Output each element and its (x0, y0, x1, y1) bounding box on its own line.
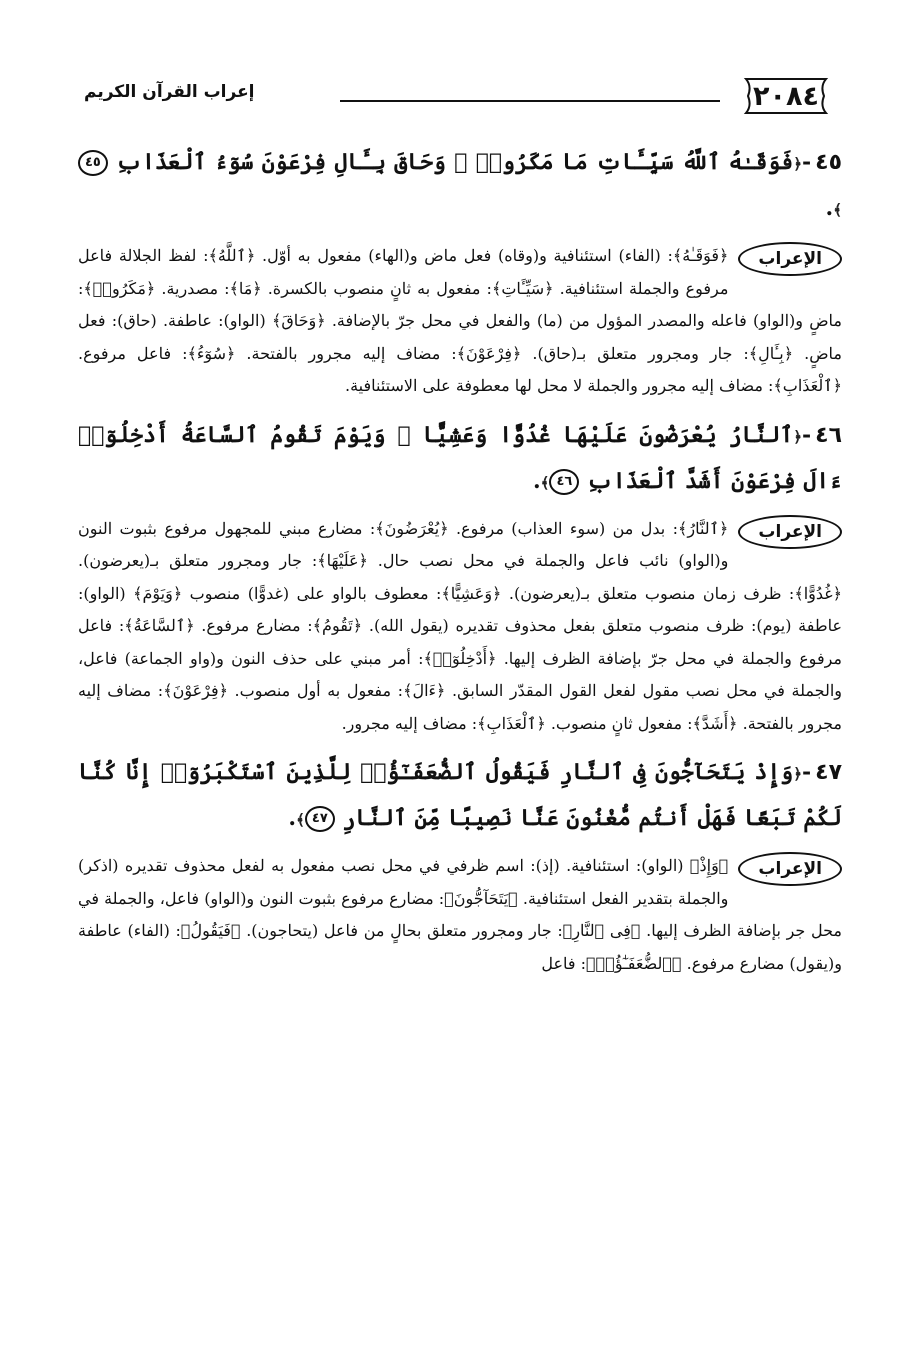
bracket-close-icon: ﴾ (296, 811, 305, 829)
bracket-open-icon: ﴿ (793, 427, 802, 446)
page-number-text: ٢٠٨٤ (753, 80, 819, 112)
bracket-open-icon: ﴿ (793, 765, 802, 783)
irab-label: الإعراب (738, 852, 842, 886)
page-number (736, 76, 836, 116)
irab-block-47 (78, 850, 842, 980)
irab-text: ﴿ٱلنَّارُ﴾: بدل من (سوء العذاب) مرفوع. ﴿يُعْرَضُونَ﴾: مضارع مبني للمجهول مرفوع بثبوت النون و(الواو) نائب فاعل والجملة في محل نصب حال. ﴿عَلَيْهَا﴾: جار ومجرور متعلق بـ(يعرضون). ﴿غُدُوًّا﴾: ظرف زمان منصوب متعلق بـ(يعرضون). ﴿وَعَشِيًّا﴾: معطوف بالواو على (غدوًّا) منصوب ﴿وَيَوْمَ﴾ (الواو): عاطفة (يوم): ظرف منصوب متعلق بفعل محذوف تقديره (يقول الله). ﴿تَقُومُ﴾: مضارع مرفوع. ﴿ٱلسَّاعَةُ﴾: فاعل مرفوع والجملة في محل جرّ بإضافة الظرف إليها. ﴿أَدْخِلُوٓا۟﴾: أمر مبني على حذف النون و(واو الجماعة) فاعل، والجملة في محل نصب مقول لفعل القول المقدّر السابق. ﴿ءَالَ﴾: مفعول به أول منصوب. ﴿فِرْعَوْنَ﴾: مضاف إليه مجرور بالفتحة. ﴿أَشَدَّ﴾: مفعول ثانٍ منصوب. ﴿ٱلْعَذَابِ﴾: مضاف إليه مجرور. (78, 518, 843, 733)
book-title: إعراب القرآن الكريم (84, 82, 255, 102)
verse-number: ٤٧ (815, 760, 842, 785)
verse-47: ٤٧-﴿وَإِذْ يَتَحَآجُّونَ فِى ٱلنَّارِ فَيَقُولُ ٱلضُّعَفَـٰٓؤُا۟ لِلَّذِينَ ٱسْتَكْبَرُوٓا۟ إِنَّا كُنَّا لَكُمْ تَبَعًا فَهَلْ أَنتُم مُّغْنُونَ عَنَّا نَصِيبًا مِّنَ ٱلنَّارِ ٤٧﴾. (78, 759, 842, 831)
irab-text: ﴿وَإِذْ﴾ (الواو): استئنافية. (إذ): اسم ظرفي في محل نصب مفعول به لفعل محذوف تقديره (اذكر) والجملة بتقدير الفعل استئنافية. ﴿يَتَحَآجُّونَ﴾: مضارع مرفوع بثبوت النون و(الواو) فاعل، والجملة في محل جر بإضافة الظرف إليها. ﴿فِى ٱلنَّارِ﴾: جار ومجرور متعلق بحالٍ من فاعل (يتحاجون). ﴿فَيَقُولُ﴾: (الفاء) عاطفة و(يقول) مضارع مرفوع. ﴿ٱلضُّعَفَـٰٓؤُا۟﴾: فاعل (78, 856, 842, 973)
irab-block-45 (78, 240, 842, 403)
ayah-marker: ٤٧ (305, 806, 335, 832)
verse-text: وَإِذْ يَتَحَآجُّونَ فِى ٱلنَّارِ فَيَقُولُ ٱلضُّعَفَـٰٓؤُا۟ لِلَّذِينَ ٱسْتَكْبَرُوٓا۟ إِنَّا كُنَّا لَكُمْ تَبَعًا فَهَلْ أَنتُم مُّغْنُونَ عَنَّا نَصِيبًا مِّنَ ٱلنَّارِ (78, 759, 842, 831)
irab-text: ﴿فَوَقَـٰهُ﴾: (الفاء) استئنافية و(وقاه) فعل ماض و(الهاء) مفعول به أوّل. ﴿ٱللَّهُ﴾: لفظ الجلالة فاعل مرفوع والجملة استئنافية. ﴿سَيِّـَٔاتِ﴾: مفعول به ثانٍ منصوب بالكسرة. ﴿مَا﴾: مصدرية. ﴿مَكَرُوا۟﴾: ماضٍ و(الواو) فاعله والمصدر المؤول من (ما) والفعل في محل جرّ بالإضافة. ﴿وَحَاقَ﴾ (الواو): عاطفة. (حاق): فعل ماضٍ. ﴿بِـَٔالِ﴾: جار ومجرور متعلق بـ(حاق). ﴿فِرْعَوْنَ﴾: مضاف إليه مجرور بالفتحة. ﴿سُوٓءُ﴾: فاعل مرفوع. ﴿ٱلْعَذَابِ﴾: مضاف إليه مجرور والجملة لا محل لها معطوفة على الاستئنافية. (78, 246, 842, 395)
bracket-open-icon: ﴿ (793, 155, 802, 173)
page-header (84, 74, 836, 124)
irab-label: الإعراب (738, 242, 842, 276)
bracket-close-icon: ﴾ (833, 201, 842, 219)
ayah-marker: ٤٥ (78, 150, 108, 176)
bracket-close-icon: ﴾ (540, 473, 550, 492)
verse-text: ٱلنَّارُ يُعْرَضُونَ عَلَيْهَا غُدُوًّا وَعَشِيًّا ۖ وَيَوْمَ تَقُومُ ٱلسَّاعَةُ أَدْخِلُوٓا۟ ءَالَ فِرْعَوْنَ أَشَدَّ ٱلْعَذَابِ (78, 421, 842, 494)
page-content (78, 140, 842, 990)
verse-46: ٤٦-﴿ٱلنَّارُ يُعْرَضُونَ عَلَيْهَا غُدُوًّا وَعَشِيًّا ۖ وَيَوْمَ تَقُومُ ٱلسَّاعَةُ أَدْخِلُوٓا۟ ءَالَ فِرْعَوْنَ أَشَدَّ ٱلْعَذَابِ ٤٦﴾. (78, 421, 842, 494)
verse-text: فَوَقَـٰهُ ٱللَّهُ سَيِّـَٔاتِ مَا مَكَرُوا۟ ۖ وَحَاقَ بِـَٔالِ فِرْعَوْنَ سُوٓءُ ٱلْعَذَابِ (116, 149, 794, 175)
verse-number: ٤٦ (815, 422, 842, 448)
verse-45: ٤٥-﴿فَوَقَـٰهُ ٱللَّهُ سَيِّـَٔاتِ مَا مَكَرُوا۟ ۖ وَحَاقَ بِـَٔالِ فِرْعَوْنَ سُوٓءُ ٱلْعَذَابِ ٤٥﴾. (78, 140, 842, 232)
irab-label: الإعراب (738, 515, 842, 549)
header-rule (340, 100, 720, 102)
ayah-marker: ٤٦ (549, 469, 579, 495)
irab-block-46 (78, 513, 842, 741)
verse-number: ٤٥ (815, 150, 842, 175)
